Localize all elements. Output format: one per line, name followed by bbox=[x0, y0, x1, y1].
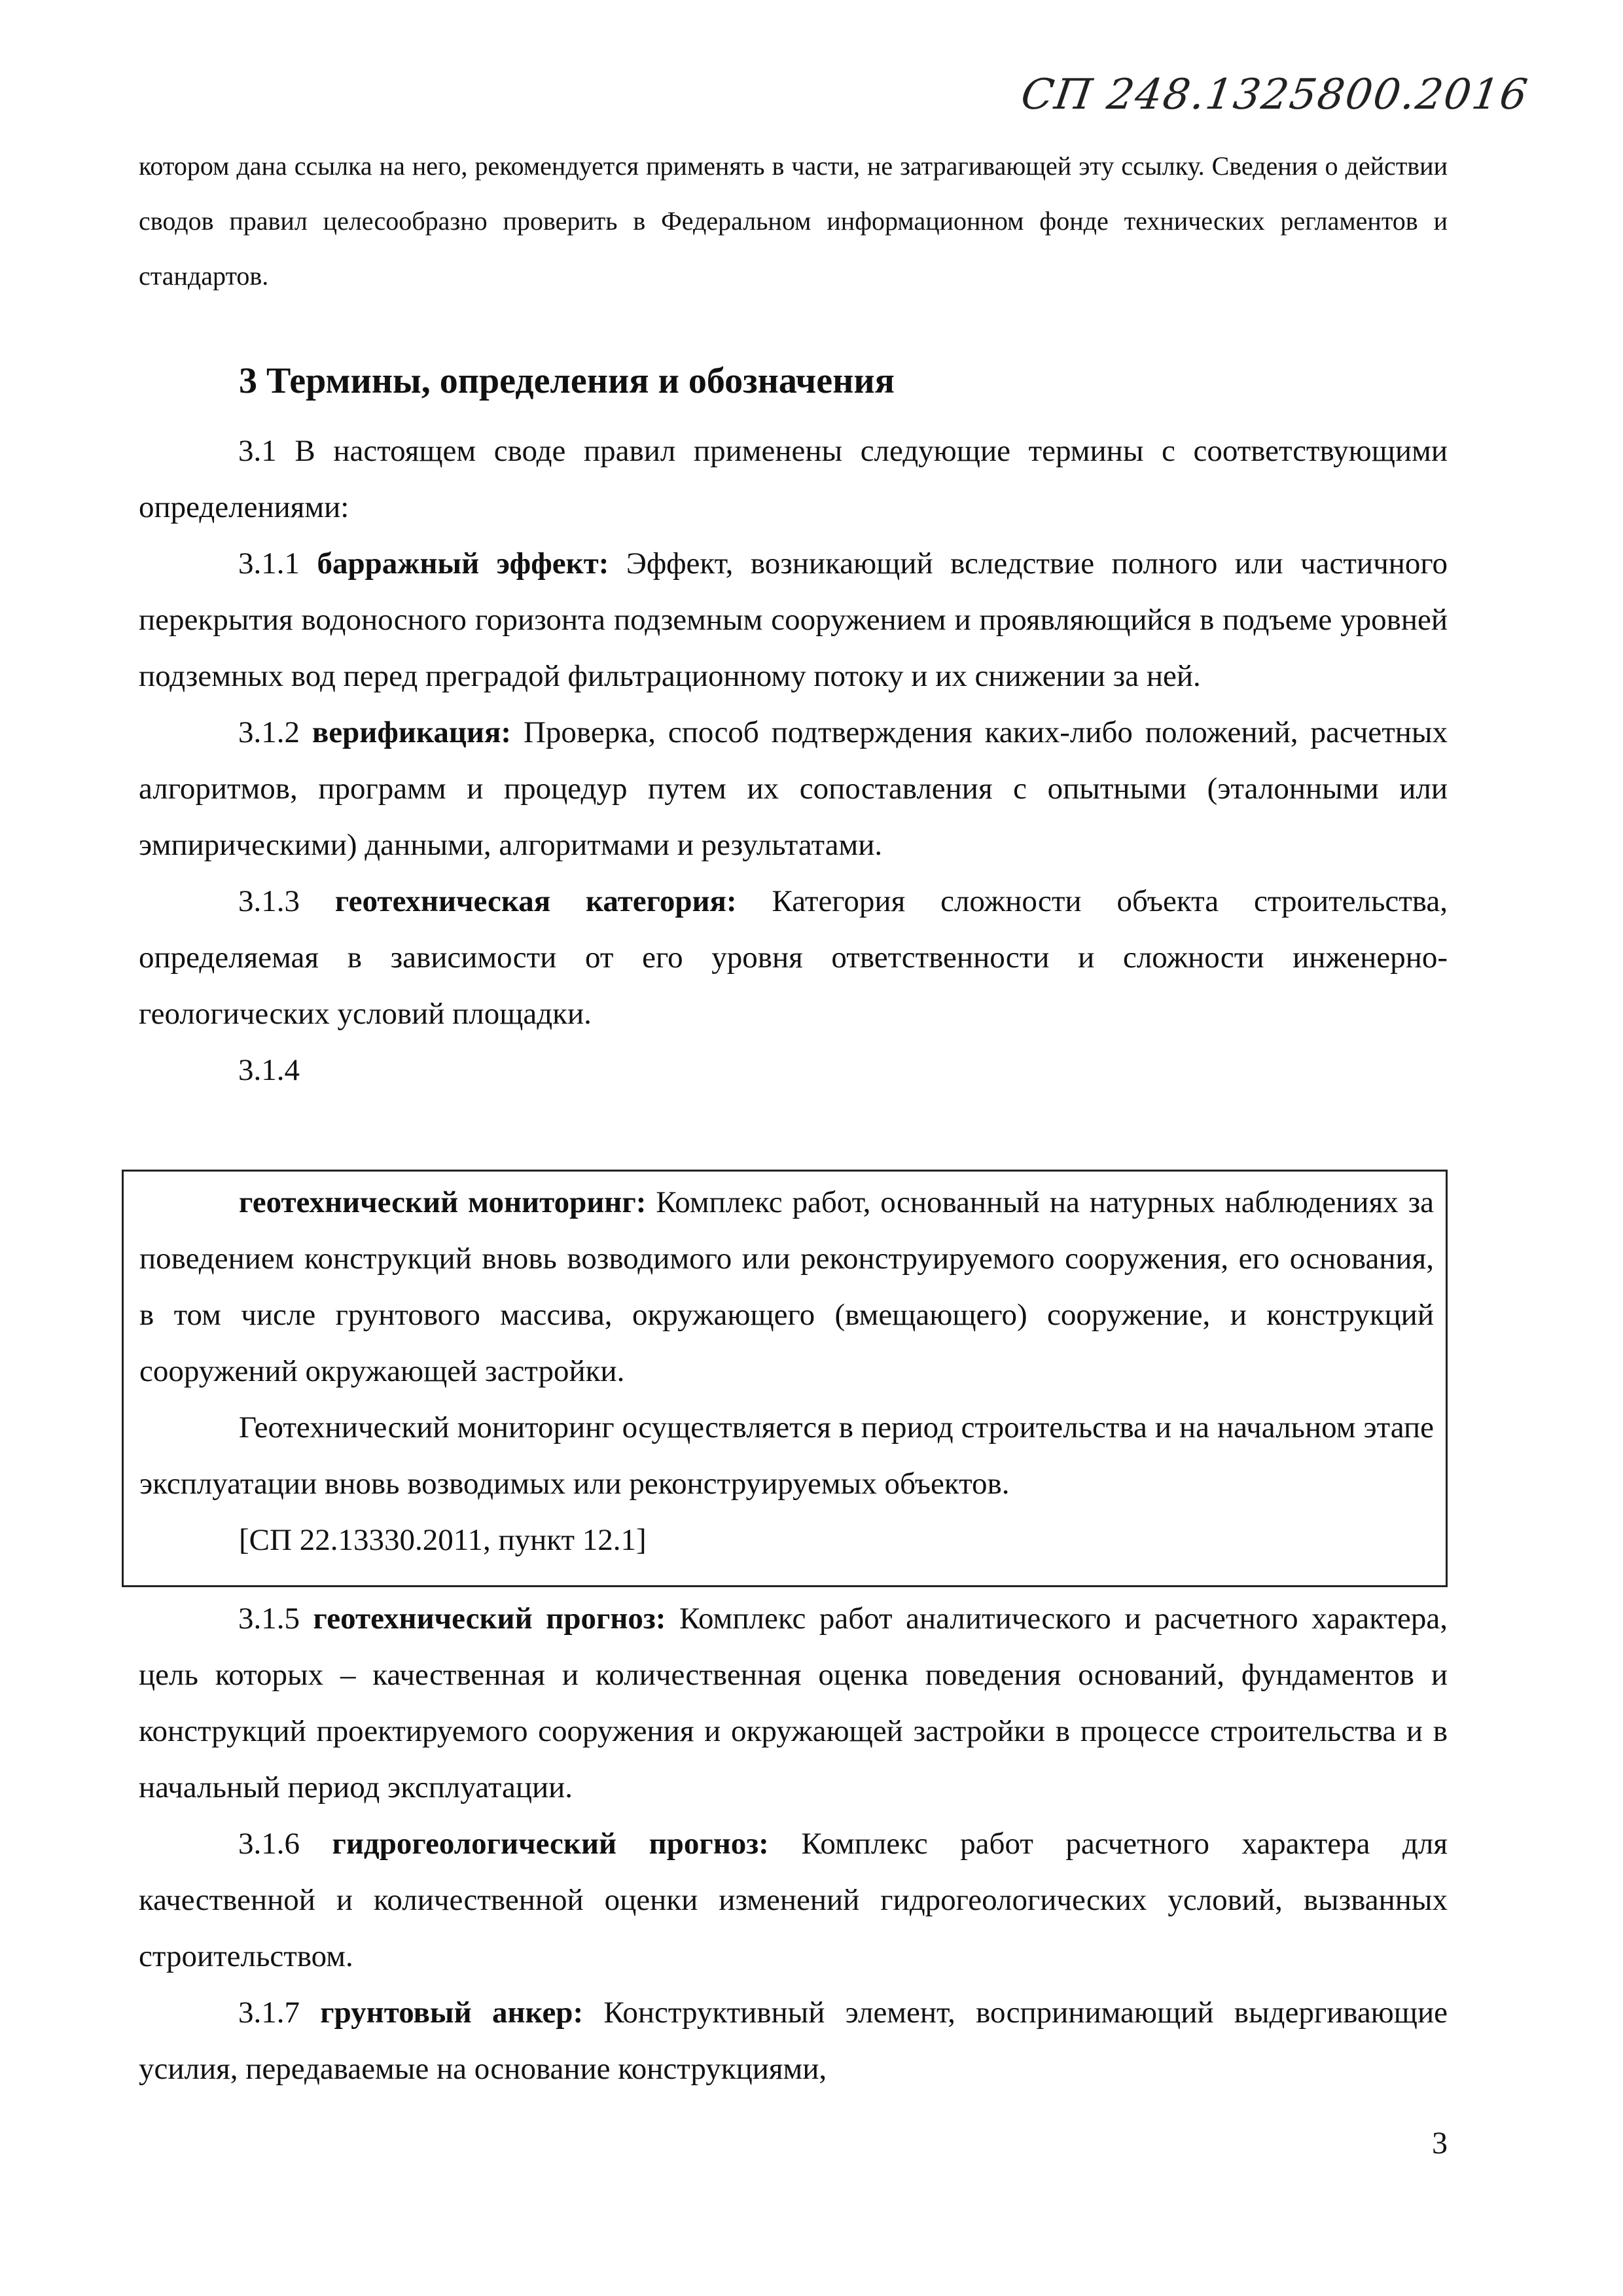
term-3-1-6 bbox=[139, 1816, 1448, 1984]
boxed-term-3-1-4 bbox=[122, 1170, 1448, 1587]
term-3-1-3 bbox=[139, 873, 1448, 1042]
term-3-1-1 bbox=[139, 535, 1448, 704]
term-3-1-4-number bbox=[139, 1042, 1448, 1098]
term-definition: Проверка, способ подтверждения каких-либо положений, расчетных алгоритмов, программ и процедур путем их сопоставления с опытными (эталонными или эмпирическими) данными, алгоритмами и результатами. bbox=[139, 715, 1448, 862]
term-title: геотехнический прогноз: bbox=[313, 1602, 666, 1636]
term-definition: Конструктивный элемент, воспринимающий выдергивающие усилия, передаваемые на основание конструкциями, bbox=[139, 1996, 1448, 2086]
section-title: 3 Термины, определения и обозначения bbox=[239, 361, 895, 401]
term-definition: Комплекс работ, основанный на натурных наблюдениях за поведением конструкций вновь возводимого или реконструируемого сооружения, его основания, в том числе грунтового массива, окружающего (вмещающего) сооружение, и конструкций сооружений окружающей застройки. bbox=[139, 1185, 1434, 1388]
term-number: 3.1.3 bbox=[238, 884, 300, 918]
term-3-1-7 bbox=[139, 1984, 1448, 2097]
term-title: барражный эффект: bbox=[317, 547, 609, 581]
term-number: 3.1.4 bbox=[238, 1053, 300, 1087]
paragraph-3-1: 3.1 В настоящем своде правил применены следующие термины с соответствующими определениями: bbox=[139, 434, 1448, 524]
term-title: геотехническая категория: bbox=[334, 884, 737, 918]
intro-paragraph: котором дана ссылка на него, рекомендуется применять в части, не затрагивающей эту ссылку. Сведения о действии сводов правил целесообразно проверить в Федеральном информационном фонде технических регламентов и стандартов. bbox=[139, 151, 1448, 291]
term-definition: Эффект, возникающий вследствие полного или частичного перекрытия водоносного горизонта подземным сооружением и проявляющийся в подъеме уровней подземных вод перед преградой фильтрационному потоку и их снижении за ней. bbox=[139, 547, 1448, 693]
term-number: 3.1.5 bbox=[238, 1602, 300, 1636]
term-3-1-4-reference: [СП 22.13330.2011, пункт 12.1] bbox=[239, 1523, 647, 1557]
term-number: 3.1.1 bbox=[238, 547, 300, 581]
term-title: гидрогеологический прогноз: bbox=[332, 1827, 769, 1861]
term-number: 3.1.6 bbox=[238, 1827, 300, 1861]
terms-block-lower bbox=[139, 1590, 1448, 2097]
term-definition: Комплекс работ аналитического и расчетного характера, цель которых – качественная и количественная оценка поведения оснований, фундаментов и конструкций проектируемого сооружения и окружающей застройки в процессе строительства и в начальный период эксплуатации. bbox=[139, 1602, 1448, 1804]
handwritten-document-code: СП 248.1325800.2016 bbox=[1018, 71, 1532, 119]
term-definition: Категория сложности объекта строительства, определяемая в зависимости от его уровня ответственности и сложности инженерно-геологических условий площадки. bbox=[139, 884, 1448, 1031]
terms-block-upper bbox=[139, 423, 1448, 1098]
term-3-1-4-note: Геотехнический мониторинг осуществляется в период строительства и на начальном этапе эксплуатации вновь возводимых или реконструируемых объектов. bbox=[139, 1410, 1434, 1501]
term-3-1-2 bbox=[139, 704, 1448, 873]
term-number: 3.1.7 bbox=[238, 1996, 300, 2030]
term-3-1-5 bbox=[139, 1590, 1448, 1816]
page-number: 3 bbox=[1432, 2126, 1448, 2161]
term-title: грунтовый анкер: bbox=[320, 1996, 584, 2030]
term-3-1-4-definition bbox=[139, 1174, 1434, 1399]
term-number: 3.1.2 bbox=[238, 715, 300, 749]
term-title: верификация: bbox=[312, 715, 512, 749]
term-title: геотехнический мониторинг: bbox=[239, 1185, 647, 1219]
boxed-content bbox=[139, 1174, 1434, 1568]
term-definition: Комплекс работ расчетного характера для качественной и количественной оценки изменений гидрогеологических условий, вызванных строительством. bbox=[139, 1827, 1448, 1973]
